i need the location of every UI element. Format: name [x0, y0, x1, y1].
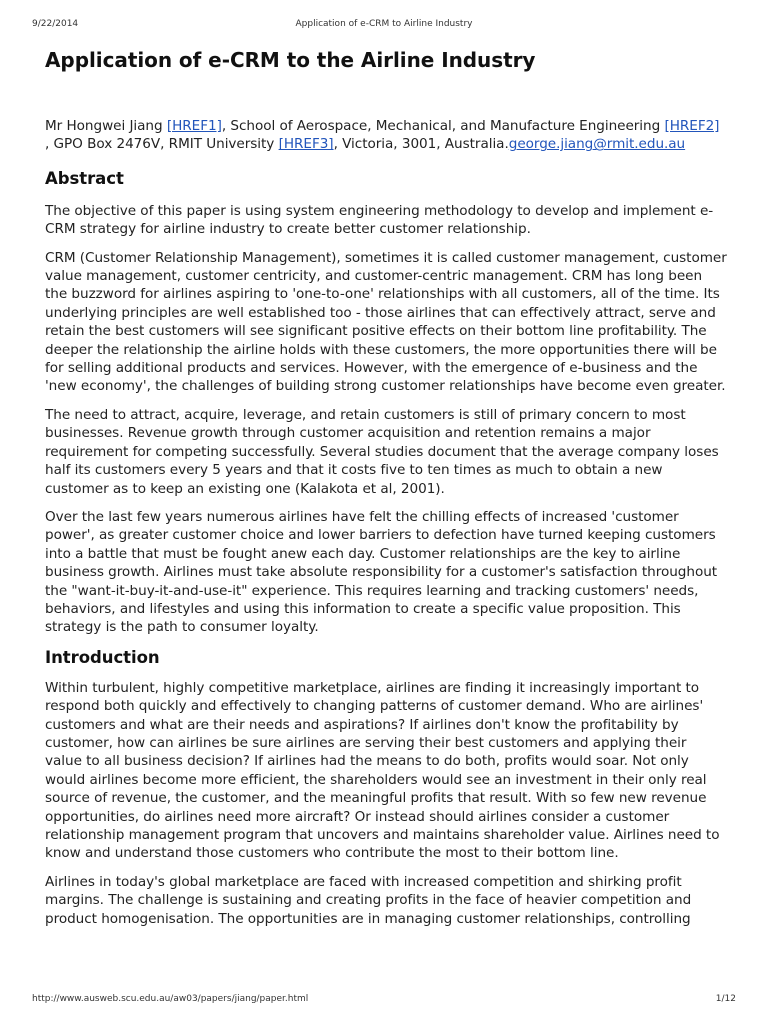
author-text-3: , GPO Box 2476V, RMIT University — [45, 136, 279, 153]
introduction-heading: Introduction — [45, 647, 160, 667]
author-info — [45, 117, 727, 154]
intro-paragraph: Airlines in today's global marketplace are faced with increased competition and shirking profit margins. The challenge is sustaining and creating profits in the face of heavier competition and product homogenisation. The opportunities are in managing customer relationships, controlling — [45, 873, 692, 927]
abstract-paragraph: Over the last few years numerous airlines have felt the chilling effects of increased 'customer power', as greater customer choice and lower barriers to defection have turned keeping customers into a battle that must be fought anew each day. Customer relationships are the key to airline business growth. Airlines must take absolute responsibility for a customer's satisfaction throughout the "want-it-buy-it-and-use-it" experience. This requires learning and tracking customers' needs, behaviors, and lifestyles and using this information to create a specific value proposition. This strategy is the path to consumer loyalty. — [45, 508, 718, 636]
abstract-heading: Abstract — [45, 168, 124, 188]
print-url: http://www.ausweb.scu.edu.au/aw03/papers/jiang/paper.html — [32, 994, 309, 1004]
href2-link[interactable]: [HREF2] — [664, 118, 720, 134]
intro-paragraph: Within turbulent, highly competitive marketplace, airlines are finding it increasingly important to respond both quickly and effectively to changing patterns of customer demand. Who are airlines' customers and what are their needs and aspirations? If airlines don't know the profitability by customer, how can airlines be sure airlines are serving their best customers and applying their value to all business decision? If airlines had the means to do both, profits would soar. Not only would airlines become more efficient, the shareholders would see an investment in their only real source of revenue, the customer, and the meaningful profits that result. With so few new revenue opportunities, do airlines need more aircraft? Or instead should airlines consider a customer relationship management program that uncovers and maintains shareholder value. Airlines need to know and understand those customers who contribute the most to their bottom line. — [45, 679, 720, 862]
print-date: 9/22/2014 — [32, 19, 79, 29]
print-footer — [26, 994, 742, 1008]
print-page-title: Application of e-CRM to Airline Industry — [295, 19, 473, 29]
print-header — [26, 19, 742, 33]
author-text-4: , Victoria, 3001, Australia. — [333, 136, 509, 153]
author-text-2: , School of Aerospace, Mechanical, and Manufacture Engineering — [221, 118, 665, 134]
page-number: 1/12 — [715, 994, 736, 1004]
abstract-paragraph: The objective of this paper is using system engineering methodology to develop and implement e-CRM strategy for airline industry to create better customer relationship. — [45, 202, 714, 238]
abstract-paragraph: The need to attract, acquire, leverage, and retain customers is still of primary concern to most businesses. Revenue growth through customer acquisition and retention remains a major requirement for competing successfully. Several studies document that the average company loses half its customers every 5 years and that it costs five to ten times as much to obtain a new customer as to keep an existing one (Kalakota et al, 2001). — [45, 406, 719, 497]
author-text-1: Mr Hongwei Jiang — [45, 118, 167, 134]
article-title: Application of e-CRM to the Airline Industry — [45, 48, 536, 72]
email-link[interactable]: george.jiang@rmit.edu.au — [508, 136, 686, 153]
href1-link[interactable]: [HREF1] — [166, 118, 222, 134]
abstract-paragraph: CRM (Customer Relationship Management), sometimes it is called customer management, customer value management, customer centricity, and customer-centric management. CRM has long been the buzzword for airlines aspiring to 'one-to-one' relationships with all customers, all of the time. Its underlying principles are well established too - those airlines that can effectively attract, serve and retain the best customers will see significant positive effects on their bottom line profitability. The deeper the relationship the airline holds with these customers, the more opportunities there will be for selling additional products and services. However, with the emergence of e-business and the 'new economy', the challenges of building strong customer relationships have become even greater. — [45, 249, 727, 395]
href3-link[interactable]: [HREF3] — [278, 136, 334, 153]
article — [45, 46, 727, 928]
